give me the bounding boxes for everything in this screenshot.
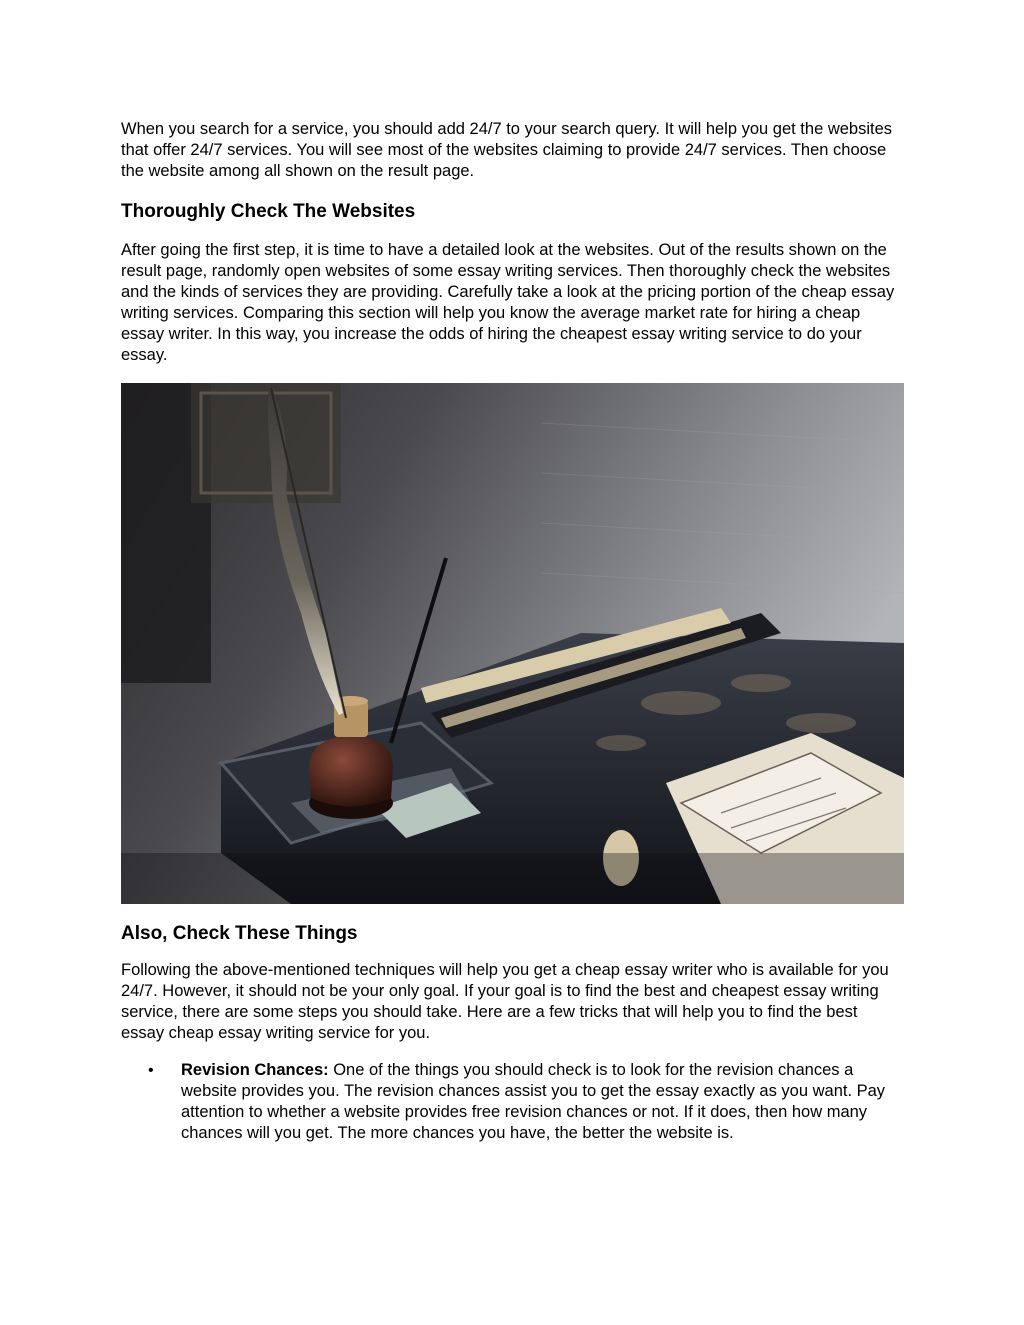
- intro-paragraph: When you search for a service, you should add 24/7 to your search query. It will help you get the websites that offer 24/7 services. You will see most of the websites claiming to provide 24/7 services. Then choose the website among all shown on the result page.: [121, 120, 893, 180]
- also-check-paragraph: Following the above-mentioned techniques will help you get a cheap essay writer who is available for you 24/7. However, it should not be your only goal. If your goal is to find the best and cheapest essay writing service, there are some steps you should take. Here are a few tricks that will help you to find the best essay cheap essay writing service for you.: [121, 961, 889, 1042]
- heading-check-websites: Thoroughly Check The Websites: [121, 201, 416, 222]
- bullet-label: Revision Chances:: [181, 1061, 329, 1079]
- tips-list: [121, 1060, 904, 1144]
- document-page: [121, 119, 904, 1144]
- list-item: [121, 1060, 904, 1144]
- check-websites-paragraph: After going the first step, it is time to have a detailed look at the websites. Out of the results shown on the result page, randomly open websites of some essay writing services. Then thoroughly check the websites and the kinds of services they are providing. Carefully take a look at the pricing portion of the cheap essay writing services. Comparing this section will help you know the average market rate for hiring a cheap essay writer. In this way, you increase the odds of hiring the cheapest essay writing service to do your essay.: [121, 241, 895, 364]
- bullet-icon: •: [148, 1062, 154, 1079]
- bullet-text: One of the things you should check is to look for the revision chances a website provides you. The revision chances assist you to get the essay exactly as you want. Pay attention to whether a website provides free revision chances or not. If it does, then how many chances will you get. The more chances you have, the better the website is.: [181, 1061, 886, 1142]
- heading-also-check: Also, Check These Things: [121, 923, 358, 944]
- quill-inkwell-photo: [121, 383, 904, 904]
